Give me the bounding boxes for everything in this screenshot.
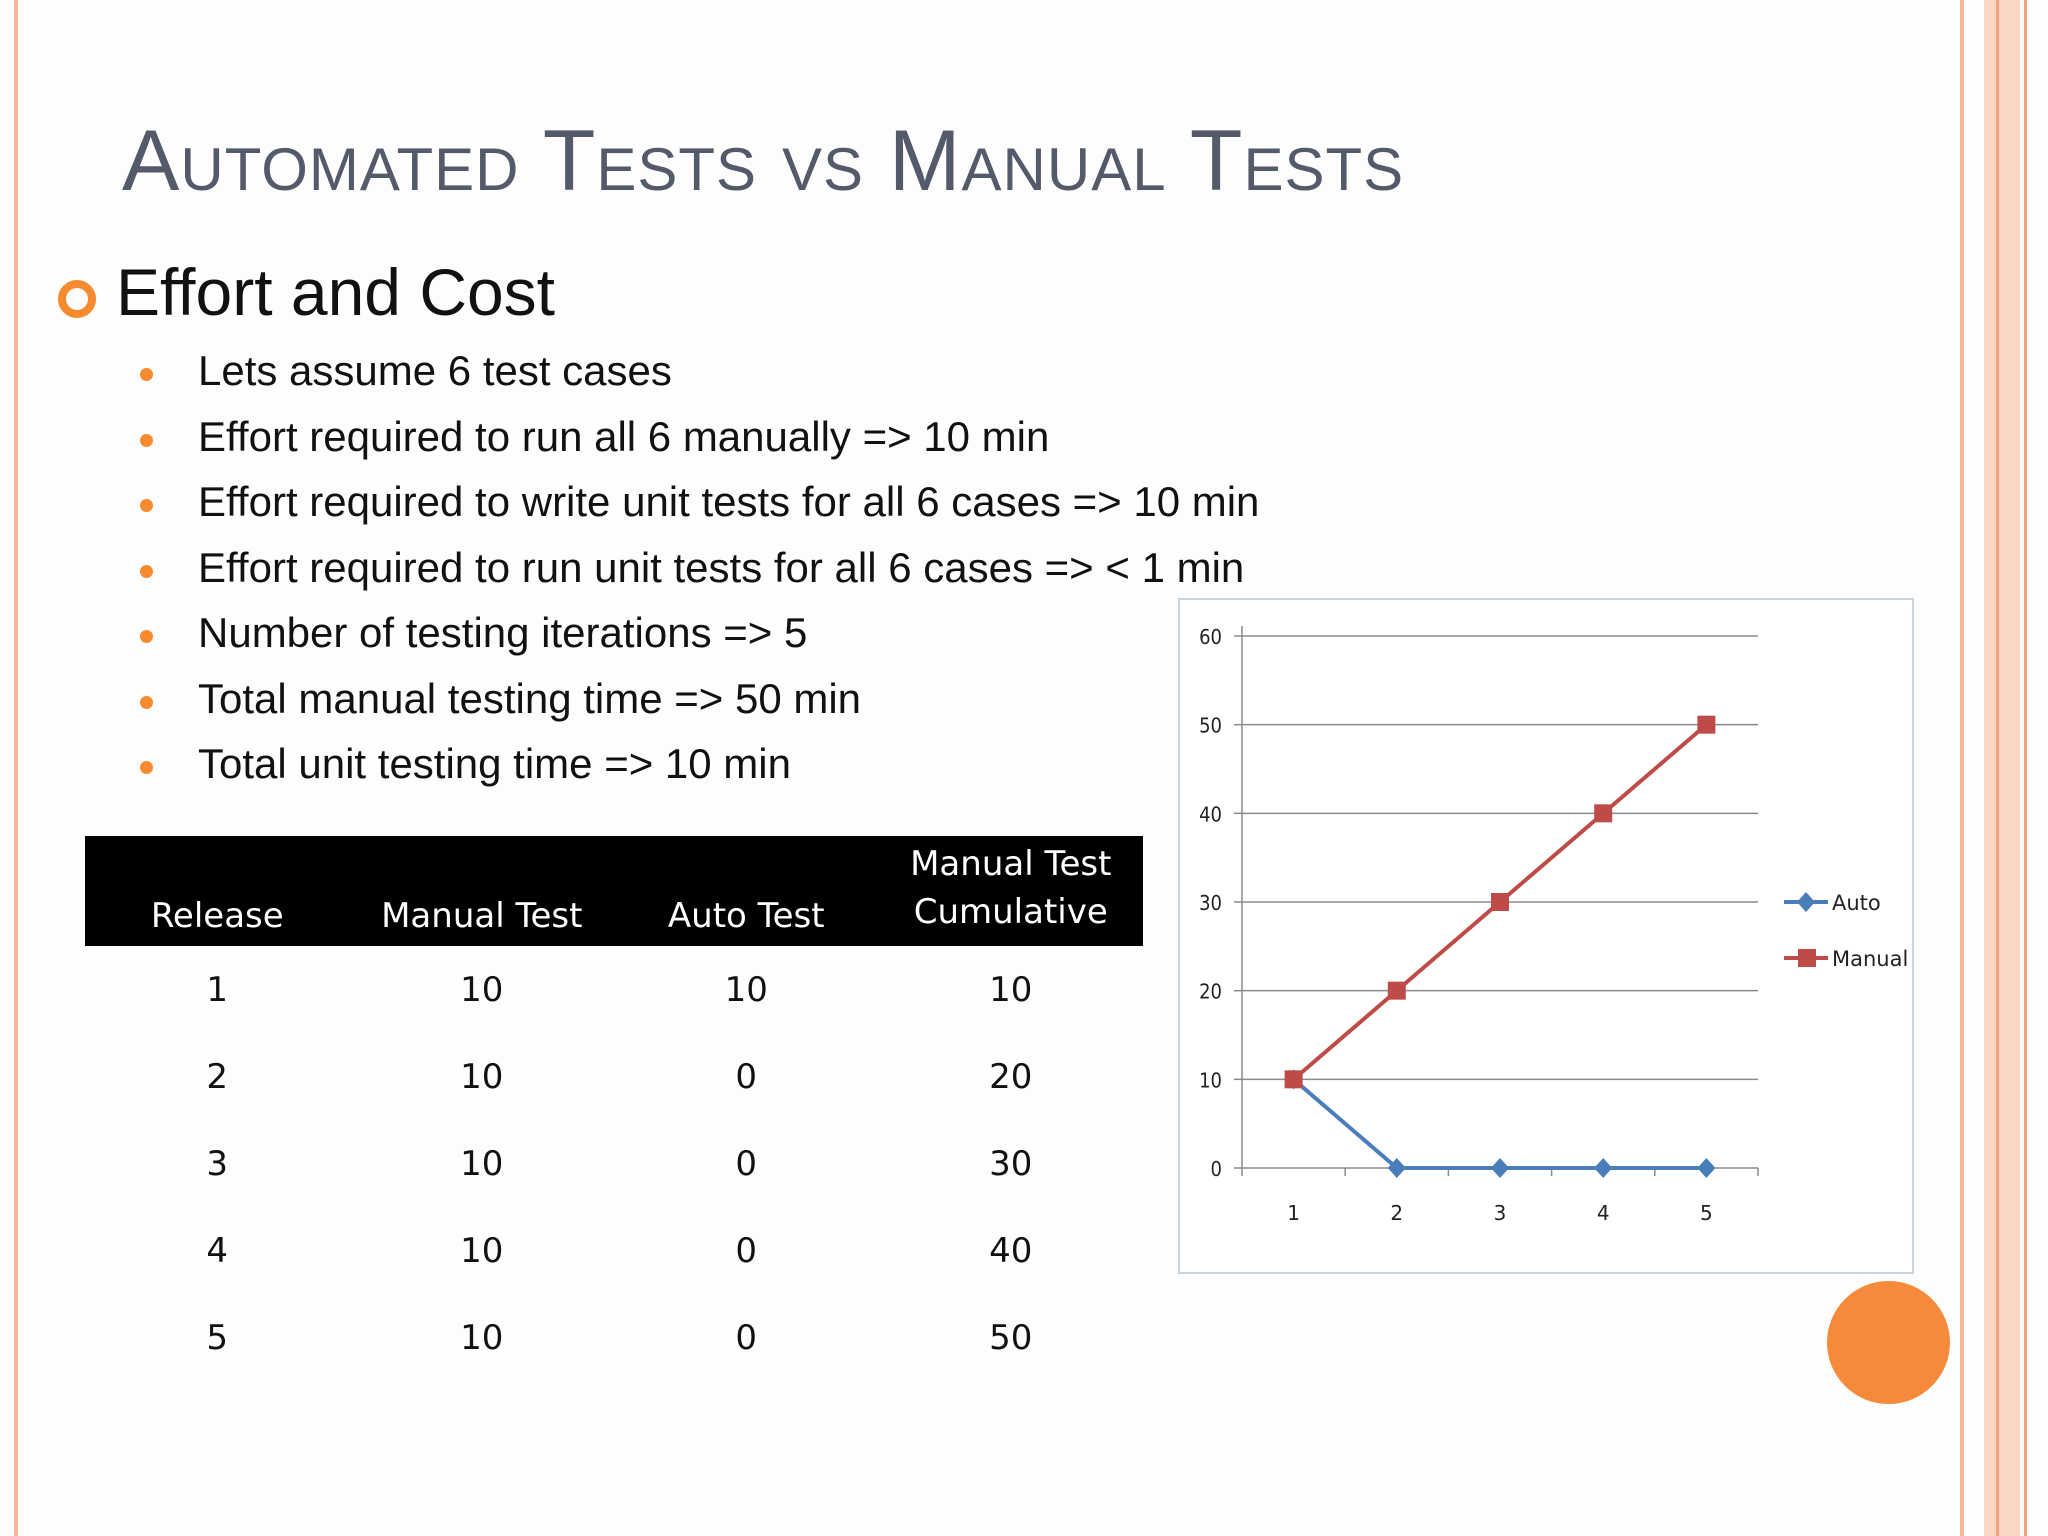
table-cell: 50: [989, 1317, 1033, 1358]
column-header-text: Manual Test Cumulative: [910, 844, 1112, 932]
y-tick-label: 40: [1199, 802, 1222, 827]
column-header-manual-test: Manual Test: [381, 896, 583, 936]
data-point-manual: [1491, 893, 1509, 911]
data-point-manual: [1388, 982, 1406, 1000]
list-item: [140, 737, 1259, 803]
table-row: [85, 1294, 1143, 1381]
table-cell: 3: [206, 1143, 229, 1184]
left-border-line: [14, 0, 18, 1536]
circle-bullet-icon: [58, 280, 96, 318]
right-border-stripe: [1960, 0, 1964, 1536]
bullet-dot-icon: [140, 499, 153, 512]
right-border-line: [1996, 0, 1999, 1536]
section-heading: Effort and Cost: [116, 255, 556, 329]
data-point-auto: [1594, 1158, 1612, 1178]
bullet-dot-icon: [140, 696, 153, 709]
legend-marker: [1797, 892, 1815, 912]
table-cell: 10: [460, 969, 504, 1010]
y-tick-label: 60: [1199, 625, 1222, 649]
data-point-auto: [1697, 1158, 1715, 1178]
chart-frame[interactable]: [1178, 598, 1914, 1274]
x-tick-label: 3: [1493, 1201, 1507, 1225]
y-tick-label: 0: [1210, 1157, 1222, 1181]
table-cell: 20: [989, 1056, 1033, 1097]
table-cell: 4: [206, 1230, 229, 1271]
y-tick-label: 20: [1199, 979, 1222, 1004]
data-point-manual: [1697, 716, 1715, 734]
bullet-dot-icon: [140, 630, 153, 643]
table-cell: 0: [735, 1317, 758, 1358]
column-header-release: Release: [150, 896, 284, 936]
slide-title: Automated Tests vs Manual Tests: [122, 113, 1405, 209]
list-item: [140, 606, 1259, 672]
table-cell: 1: [206, 969, 229, 1010]
x-tick-label: 5: [1700, 1201, 1713, 1225]
legend-label: Manual: [1832, 947, 1909, 971]
table-cell: 10: [460, 1317, 504, 1358]
table-cell: 0: [735, 1056, 758, 1097]
y-tick-label: 50: [1199, 713, 1222, 738]
bullet-text: Number of testing iterations => 5: [198, 609, 808, 656]
table-cell: 10: [989, 969, 1033, 1010]
bullet-dot-icon: [140, 565, 153, 578]
table-cell: 40: [989, 1230, 1033, 1271]
bullet-text: Effort required to write unit tests for all 6 cases => 10 min: [198, 478, 1260, 525]
table-cell: 30: [989, 1143, 1033, 1184]
bullet-dot-icon: [140, 434, 153, 447]
decorative-orange-circle: [1827, 1281, 1950, 1404]
table-cell: 10: [460, 1230, 504, 1271]
x-tick-label: 1: [1287, 1201, 1300, 1225]
table-header-row: [85, 836, 1143, 946]
x-tick-label: 2: [1390, 1201, 1404, 1225]
bullet-list: [140, 344, 1259, 803]
table-row: [85, 1207, 1143, 1294]
table-cell: 10: [460, 1056, 504, 1097]
legend-marker: [1798, 949, 1816, 967]
bullet-dot-icon: [140, 761, 153, 774]
data-point-manual: [1594, 804, 1612, 822]
bullet-text: Total manual testing time => 50 min: [198, 674, 862, 722]
data-point-manual: [1285, 1070, 1303, 1088]
table-cell: 10: [460, 1143, 504, 1184]
table-row: [85, 1120, 1143, 1207]
bullet-dot-icon: [140, 368, 153, 381]
y-tick-label: 30: [1199, 891, 1222, 915]
table-cell: 2: [206, 1056, 229, 1097]
bullet-text: Effort required to run unit tests for all 6 cases => < 1 min: [198, 543, 1245, 591]
list-item: [140, 475, 1259, 541]
bullet-text: Total unit testing time => 10 min: [198, 740, 791, 787]
table-cell: 0: [735, 1230, 758, 1271]
legend-label: Auto: [1832, 891, 1881, 915]
list-item: [140, 672, 1259, 738]
column-header-manual-cumulative: [879, 836, 1144, 946]
line-chart: [1180, 600, 1912, 1272]
right-border-line-2: [2024, 0, 2027, 1536]
table-row: [85, 1033, 1143, 1120]
bullet-text: Lets assume 6 test cases: [198, 347, 672, 394]
list-item: [140, 344, 1259, 410]
effort-table: [85, 836, 1143, 1381]
data-point-auto: [1491, 1158, 1509, 1178]
table-cell: 0: [735, 1143, 758, 1184]
list-item: [140, 541, 1259, 607]
x-tick-label: 4: [1596, 1201, 1610, 1225]
y-tick-label: 10: [1199, 1068, 1222, 1093]
table-row: [85, 946, 1143, 1033]
series-line-auto: [1294, 1079, 1707, 1168]
table-cell: 10: [724, 969, 768, 1010]
right-border-band: [1984, 0, 2020, 1536]
list-item: [140, 410, 1259, 476]
table-cell: 5: [206, 1317, 229, 1358]
bullet-text: Effort required to run all 6 manually => 10 min: [198, 412, 1050, 460]
column-header-auto-test: Auto Test: [667, 896, 825, 936]
